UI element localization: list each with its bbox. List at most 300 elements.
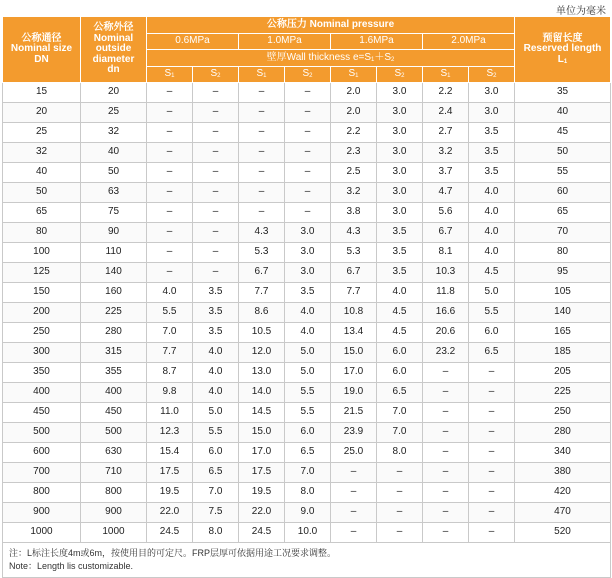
table-cell: 315 (81, 343, 147, 363)
table-cell: – (193, 163, 239, 183)
table-cell: 17.5 (239, 463, 285, 483)
table-cell: – (423, 403, 469, 423)
od-header (81, 17, 147, 83)
table-cell: 2.0 (331, 103, 377, 123)
table-cell: – (377, 463, 423, 483)
table-row (3, 363, 611, 383)
dn-header (3, 17, 81, 83)
table-row (3, 183, 611, 203)
table-note (3, 543, 611, 578)
table-cell: 3.5 (193, 303, 239, 323)
table-cell: 5.0 (193, 403, 239, 423)
table-cell: 5.5 (147, 303, 193, 323)
wall-thickness-header: 壁厚Wall thickness $e=S_1+S_2$ (147, 50, 515, 67)
table-cell: 15.4 (147, 443, 193, 463)
pressure-2-0: 2.0MPa (423, 34, 515, 50)
s-label: $S_1$ (423, 67, 469, 83)
table-cell: – (193, 223, 239, 243)
table-cell: – (469, 423, 515, 443)
table-cell: 3.5 (193, 323, 239, 343)
table-cell: 16.6 (423, 303, 469, 323)
table-header (3, 17, 611, 83)
table-cell: – (193, 83, 239, 103)
table-cell: 3.7 (423, 163, 469, 183)
table-cell: – (331, 463, 377, 483)
table-cell: 3.5 (285, 283, 331, 303)
table-cell: 17.0 (239, 443, 285, 463)
table-cell: 7.0 (377, 423, 423, 443)
table-cell: 19.5 (147, 483, 193, 503)
table-cell: – (147, 243, 193, 263)
table-cell: – (193, 183, 239, 203)
table-cell: 63 (81, 183, 147, 203)
table-cell: 4.0 (193, 383, 239, 403)
table-cell: 500 (3, 423, 81, 443)
table-cell: 3.0 (469, 103, 515, 123)
table-cell: 10.3 (423, 263, 469, 283)
table-cell: 8.0 (377, 443, 423, 463)
table-cell: – (423, 523, 469, 543)
table-cell: 6.7 (423, 223, 469, 243)
table-cell: – (239, 123, 285, 143)
table-cell: 4.7 (423, 183, 469, 203)
table-cell: 15.0 (331, 343, 377, 363)
table-cell: 60 (515, 183, 611, 203)
table-row (3, 123, 611, 143)
table-cell: 185 (515, 343, 611, 363)
table-cell: 6.0 (193, 443, 239, 463)
table-cell: – (285, 123, 331, 143)
table-cell: 600 (3, 443, 81, 463)
table-cell: 3.5 (469, 143, 515, 163)
table-cell: 450 (3, 403, 81, 423)
table-cell: – (239, 203, 285, 223)
s-label: $S_2$ (469, 67, 515, 83)
table-cell: 2.2 (331, 123, 377, 143)
table-cell: 6.0 (285, 423, 331, 443)
table-cell: – (469, 523, 515, 543)
table-cell: – (469, 463, 515, 483)
table-cell: 40 (81, 143, 147, 163)
rl-header-en: Reserved length (523, 43, 602, 55)
table-cell: – (147, 183, 193, 203)
table-cell: 8.7 (147, 363, 193, 383)
table-cell: 200 (3, 303, 81, 323)
table-cell: 5.6 (423, 203, 469, 223)
table-row (3, 523, 611, 543)
table-cell: 225 (515, 383, 611, 403)
table-cell: 350 (3, 363, 81, 383)
table-cell: 1000 (81, 523, 147, 543)
table-cell: 2.4 (423, 103, 469, 123)
table-cell: 13.0 (239, 363, 285, 383)
table-row (3, 423, 611, 443)
table-cell: 11.8 (423, 283, 469, 303)
table-cell: 380 (515, 463, 611, 483)
table-cell: 3.0 (285, 223, 331, 243)
table-cell: 5.5 (193, 423, 239, 443)
table-cell: – (193, 203, 239, 223)
table-cell: – (285, 183, 331, 203)
table-cell: 400 (81, 383, 147, 403)
table-cell: 24.5 (239, 523, 285, 543)
table-cell: 10.0 (285, 523, 331, 543)
table-cell: 3.5 (193, 283, 239, 303)
table-cell: – (193, 123, 239, 143)
table-cell: – (239, 103, 285, 123)
table-row (3, 143, 611, 163)
table-cell: 6.5 (193, 463, 239, 483)
table-cell: 17.0 (331, 363, 377, 383)
note-cn: 注：L标注长度4m或6m，按使用目的可定尺。FRP层厚可依据用途工况要求调整。 (9, 548, 337, 558)
table-row (3, 323, 611, 343)
table-cell: – (285, 203, 331, 223)
table-cell: 3.5 (377, 243, 423, 263)
table-row (3, 343, 611, 363)
table-cell: – (469, 483, 515, 503)
table-cell: 470 (515, 503, 611, 523)
table-cell: 3.5 (377, 223, 423, 243)
table-cell: – (285, 83, 331, 103)
table-cell: – (239, 83, 285, 103)
table-cell: 800 (81, 483, 147, 503)
table-cell: 10.5 (239, 323, 285, 343)
table-cell: 19.0 (331, 383, 377, 403)
table-row (3, 403, 611, 423)
table-cell: – (147, 83, 193, 103)
table-cell: 4.0 (285, 303, 331, 323)
table-cell: 205 (515, 363, 611, 383)
table-cell: – (423, 483, 469, 503)
table-cell: 280 (515, 423, 611, 443)
s-label: $S_1$ (239, 67, 285, 83)
table-cell: 3.0 (285, 243, 331, 263)
table-cell: 900 (81, 503, 147, 523)
table-cell: 6.7 (331, 263, 377, 283)
table-cell: 25 (81, 103, 147, 123)
table-cell: 400 (3, 383, 81, 403)
table-cell: 3.0 (377, 143, 423, 163)
table-cell: 5.3 (331, 243, 377, 263)
table-cell: 6.7 (239, 263, 285, 283)
table-cell: 110 (81, 243, 147, 263)
table-cell: 20 (81, 83, 147, 103)
table-cell: 165 (515, 323, 611, 343)
table-cell: 140 (515, 303, 611, 323)
table-cell: 7.7 (331, 283, 377, 303)
table-row (3, 163, 611, 183)
table-cell: 340 (515, 443, 611, 463)
table-row (3, 103, 611, 123)
table-cell: 35 (515, 83, 611, 103)
table-cell: 75 (81, 203, 147, 223)
table-cell: 3.5 (469, 163, 515, 183)
table-cell: 100 (3, 243, 81, 263)
table-cell: 23.2 (423, 343, 469, 363)
table-row (3, 243, 611, 263)
table-cell: – (469, 503, 515, 523)
table-cell: 7.0 (285, 463, 331, 483)
table-cell: 2.2 (423, 83, 469, 103)
table-cell: 4.0 (147, 283, 193, 303)
table-cell: – (423, 423, 469, 443)
table-cell: 6.5 (469, 343, 515, 363)
table-row (3, 383, 611, 403)
table-cell: – (147, 103, 193, 123)
table-cell: – (423, 503, 469, 523)
table-cell: 70 (515, 223, 611, 243)
table-cell: – (469, 363, 515, 383)
table-cell: 140 (81, 263, 147, 283)
table-cell: 105 (515, 283, 611, 303)
table-cell: 14.5 (239, 403, 285, 423)
table-cell: 3.5 (377, 263, 423, 283)
table-cell: 3.0 (285, 263, 331, 283)
table-cell: 15.0 (239, 423, 285, 443)
table-cell: 4.0 (469, 203, 515, 223)
table-cell: 13.4 (331, 323, 377, 343)
table-cell: 5.0 (285, 343, 331, 363)
table-cell: – (193, 143, 239, 163)
table-cell: 25.0 (331, 443, 377, 463)
table-cell: 630 (81, 443, 147, 463)
table-cell: 300 (3, 343, 81, 363)
s-label: $S_2$ (285, 67, 331, 83)
table-cell: 50 (3, 183, 81, 203)
table-cell: 3.0 (377, 83, 423, 103)
table-cell: 7.7 (239, 283, 285, 303)
table-cell: 4.0 (285, 323, 331, 343)
table-cell: 11.0 (147, 403, 193, 423)
table-cell: 2.3 (331, 143, 377, 163)
table-cell: 8.0 (193, 523, 239, 543)
table-cell: 4.3 (331, 223, 377, 243)
table-cell: 12.0 (239, 343, 285, 363)
table-cell: 420 (515, 483, 611, 503)
table-cell: 8.1 (423, 243, 469, 263)
table-cell: 23.9 (331, 423, 377, 443)
table-cell: 7.0 (377, 403, 423, 423)
spec-table (2, 16, 611, 578)
s-label: $S_1$ (147, 67, 193, 83)
table-cell: 65 (3, 203, 81, 223)
table-row (3, 503, 611, 523)
table-cell: 2.5 (331, 163, 377, 183)
table-cell: – (193, 103, 239, 123)
table-cell: 3.0 (377, 123, 423, 143)
table-cell: – (331, 503, 377, 523)
table-cell: – (147, 123, 193, 143)
table-cell: – (469, 403, 515, 423)
table-cell: 280 (81, 323, 147, 343)
table-cell: 80 (3, 223, 81, 243)
table-cell: 355 (81, 363, 147, 383)
table-cell: 5.5 (469, 303, 515, 323)
table-cell: – (147, 163, 193, 183)
table-cell: 500 (81, 423, 147, 443)
table-cell: 12.3 (147, 423, 193, 443)
table-cell: 6.5 (377, 383, 423, 403)
table-cell: – (377, 523, 423, 543)
s-label: $S_2$ (377, 67, 423, 83)
table-cell: 3.2 (331, 183, 377, 203)
table-cell: – (469, 443, 515, 463)
pressure-1-0: 1.0MPa (239, 34, 331, 50)
table-cell: – (377, 503, 423, 523)
table-cell: – (423, 443, 469, 463)
table-cell: 80 (515, 243, 611, 263)
table-cell: – (147, 203, 193, 223)
table-cell: 4.0 (377, 283, 423, 303)
table-cell: 32 (81, 123, 147, 143)
table-row (3, 443, 611, 463)
table-cell: – (193, 243, 239, 263)
table-cell: 7.5 (193, 503, 239, 523)
table-cell: 40 (515, 103, 611, 123)
table-cell: 3.2 (423, 143, 469, 163)
pressure-0-6: 0.6MPa (147, 34, 239, 50)
table-cell: – (331, 483, 377, 503)
table-cell: 4.0 (469, 243, 515, 263)
table-cell: 22.0 (239, 503, 285, 523)
table-cell: – (331, 523, 377, 543)
table-cell: – (239, 183, 285, 203)
table-cell: 3.0 (377, 163, 423, 183)
table-cell: 32 (3, 143, 81, 163)
table-row (3, 83, 611, 103)
table-cell: 8.0 (285, 483, 331, 503)
table-cell: 700 (3, 463, 81, 483)
table-cell: 4.0 (469, 223, 515, 243)
table-row (3, 463, 611, 483)
table-cell: 22.0 (147, 503, 193, 523)
table-cell: 15 (3, 83, 81, 103)
table-cell: 4.0 (193, 363, 239, 383)
s-label: $S_2$ (193, 67, 239, 83)
table-cell: 45 (515, 123, 611, 143)
table-cell: 5.5 (285, 383, 331, 403)
table-cell: 3.0 (469, 83, 515, 103)
table-cell: 2.0 (331, 83, 377, 103)
dn-header-en: Nominal size (10, 43, 73, 55)
od-header-cn: 公称外径 (93, 22, 134, 34)
table-cell: 7.7 (147, 343, 193, 363)
table-cell: 160 (81, 283, 147, 303)
dn-header-cn: 公称通径 (21, 32, 62, 44)
pressure-1-6: 1.6MPa (331, 34, 423, 50)
rl-header-symbol: $L_1$ (557, 53, 568, 65)
table-cell: 9.0 (285, 503, 331, 523)
od-header-symbol: dn (107, 64, 120, 76)
table-cell: – (423, 463, 469, 483)
table-cell: 4.5 (469, 263, 515, 283)
table-cell: 225 (81, 303, 147, 323)
table-cell: 6.0 (469, 323, 515, 343)
s-label: $S_1$ (331, 67, 377, 83)
table-cell: 5.5 (285, 403, 331, 423)
table-cell: 20 (3, 103, 81, 123)
table-cell: 25 (3, 123, 81, 143)
table-cell: – (377, 483, 423, 503)
table-cell: 19.5 (239, 483, 285, 503)
table-cell: – (193, 263, 239, 283)
table-cell: 65 (515, 203, 611, 223)
table-cell: 3.0 (377, 103, 423, 123)
table-cell: 2.7 (423, 123, 469, 143)
table-row (3, 483, 611, 503)
table-cell: 5.0 (469, 283, 515, 303)
reserved-length-header (515, 17, 611, 83)
table-cell: – (285, 163, 331, 183)
table-cell: 4.3 (239, 223, 285, 243)
table-cell: 95 (515, 263, 611, 283)
table-cell: 7.0 (147, 323, 193, 343)
table-cell: – (147, 143, 193, 163)
table-cell: 4.5 (377, 303, 423, 323)
table-cell: 55 (515, 163, 611, 183)
table-cell: 6.0 (377, 343, 423, 363)
table-cell: – (239, 143, 285, 163)
note-en: Note：Length lis customizable. (9, 561, 134, 571)
rl-header-cn: 预留长度 (542, 32, 583, 44)
table-cell: 5.3 (239, 243, 285, 263)
unit-note: 单位为毫米 (556, 6, 606, 17)
table-cell: 4.5 (377, 323, 423, 343)
table-cell: – (239, 163, 285, 183)
dn-header-symbol: DN (34, 53, 49, 65)
table-cell: 150 (3, 283, 81, 303)
table-cell: 40 (3, 163, 81, 183)
table-cell: 20.6 (423, 323, 469, 343)
table-row (3, 263, 611, 283)
table-cell: 250 (3, 323, 81, 343)
table-cell: 1000 (3, 523, 81, 543)
table-cell: 10.8 (331, 303, 377, 323)
table-cell: 4.0 (469, 183, 515, 203)
table-cell: 3.5 (469, 123, 515, 143)
table-cell: 24.5 (147, 523, 193, 543)
table-cell: 50 (81, 163, 147, 183)
table-cell: – (285, 143, 331, 163)
table-row (3, 223, 611, 243)
table-cell: 17.5 (147, 463, 193, 483)
table-cell: – (285, 103, 331, 123)
table-cell: 6.0 (377, 363, 423, 383)
table-row (3, 203, 611, 223)
table-cell: 21.5 (331, 403, 377, 423)
table-row (3, 283, 611, 303)
table-cell: 125 (3, 263, 81, 283)
table-cell: 9.8 (147, 383, 193, 403)
table-cell: 900 (3, 503, 81, 523)
od-header-en: Nominal outside diameter (92, 32, 135, 65)
table-cell: 90 (81, 223, 147, 243)
table-cell: 520 (515, 523, 611, 543)
table-cell: 3.8 (331, 203, 377, 223)
table-cell: 450 (81, 403, 147, 423)
table-body (3, 83, 611, 543)
table-cell: 14.0 (239, 383, 285, 403)
table-cell: – (423, 363, 469, 383)
table-cell: 5.0 (285, 363, 331, 383)
table-cell: – (423, 383, 469, 403)
table-cell: 250 (515, 403, 611, 423)
table-cell: 3.0 (377, 203, 423, 223)
table-cell: 7.0 (193, 483, 239, 503)
table-cell: – (147, 263, 193, 283)
table-row (3, 303, 611, 323)
table-cell: – (469, 383, 515, 403)
